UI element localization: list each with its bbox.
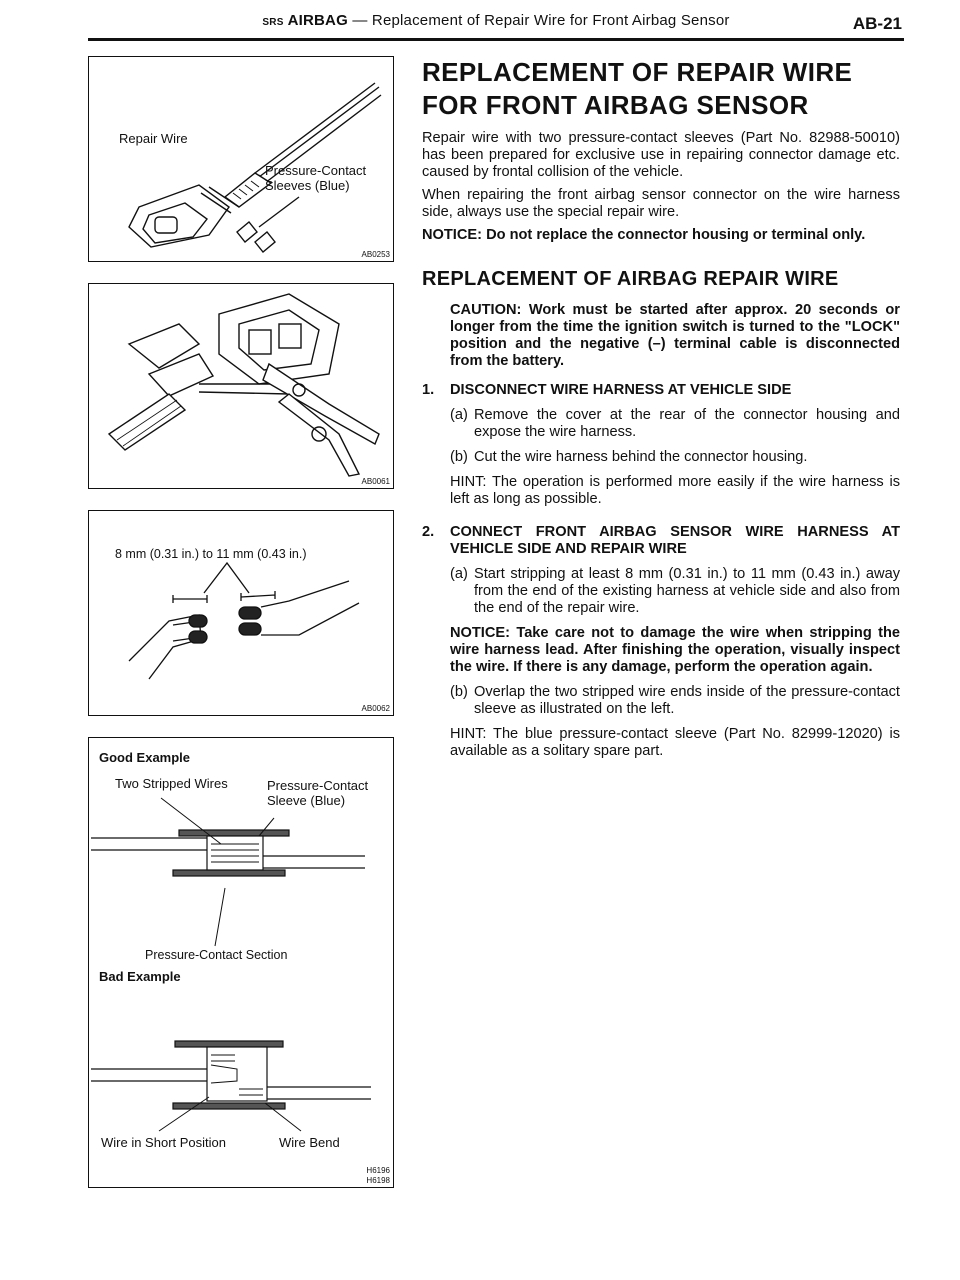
srs-mark: SRS: [262, 17, 284, 28]
step-2-title: CONNECT FRONT AIRBAG SENSOR WIRE HARNESS AT VEHICLE SIDE AND REPAIR WIRE: [450, 524, 900, 557]
intro-paragraph: Repair wire with two pressure-contact sleeves (Part No. 82988-50010) has been prepared for exclusive use in repairing connector damage etc. caused by frontal collision of the vehicle.: [422, 130, 900, 180]
repair-wire-illustration: [89, 57, 392, 260]
strip-length-illustration: [89, 511, 392, 714]
step-1b: [450, 449, 900, 466]
caution-text: Work must be started after approx. 20 seconds or longer from the time the ignition switch is turned to the "LOCK" position and the negative (–) terminal cable is disconnected from the battery.: [450, 302, 900, 369]
label-wire-bend: Wire Bend: [279, 1135, 340, 1150]
hint-2-text: The blue pressure-contact sleeve (Part No. 82999-12020) is available as a solitary spare part.: [450, 726, 900, 759]
header-title: [88, 12, 904, 29]
step-1b-label: (b): [450, 449, 468, 465]
page-number: AB-21: [852, 14, 902, 33]
notice-2-label: NOTICE:: [450, 625, 510, 641]
hint-2-label: HINT:: [450, 726, 487, 742]
step-2a: [450, 566, 900, 617]
header-title-main: AIRBAG: [287, 12, 348, 29]
hint-2: [450, 726, 900, 760]
notice-1: [422, 227, 900, 244]
hint-1-label: HINT:: [450, 474, 487, 490]
caution: [450, 302, 900, 370]
page-header: [88, 4, 904, 41]
step-1: [422, 382, 900, 399]
section-title: REPLACEMENT OF AIRBAG REPAIR WIRE: [422, 268, 839, 290]
step-1a: [450, 407, 900, 441]
label-bad-example: Bad Example: [99, 969, 181, 984]
notice-1-text: Do not replace the connector housing or terminal only.: [486, 227, 866, 243]
figure-code: AB0253: [361, 250, 390, 259]
hint-1: [450, 474, 900, 508]
intro-paragraph-2: When repairing the front airbag sensor connector on the wire harness side, always use the special repair wire.: [422, 187, 900, 220]
label-strip-range: 8 mm (0.31 in.) to 11 mm (0.43 in.): [115, 547, 307, 561]
label-sleeve-line2: Sleeve (Blue): [267, 793, 346, 808]
step-2b: [450, 684, 900, 718]
step-2-number: 2.: [422, 524, 435, 540]
caution-label: CAUTION:: [450, 302, 522, 318]
label-good-example: Good Example: [99, 750, 191, 765]
step-1a-label: (a): [450, 407, 468, 423]
step-1a-text: Remove the cover at the rear of the connector housing and expose the wire harness.: [474, 407, 900, 440]
figure-examples: [88, 737, 394, 987]
notice-1-label: NOTICE:: [422, 227, 482, 243]
step-1-title: DISCONNECT WIRE HARNESS AT VEHICLE SIDE: [450, 382, 792, 398]
figure-pliers: [88, 283, 394, 489]
bad-example-illustration: [89, 985, 392, 1185]
label-sleeve-line1: Pressure-Contact: [267, 778, 369, 793]
notice-2-text: Take care not to damage the wire when stripping the wire harness lead. After finishing the operation, visually inspect the wire. If there is any damage, perform the operation again.: [450, 625, 900, 675]
text-column: [422, 56, 900, 760]
label-wire-short-position: Wire in Short Position: [101, 1135, 226, 1150]
step-2: [422, 524, 900, 558]
pliers-illustration: [89, 284, 392, 487]
step-1-number: 1.: [422, 382, 435, 398]
figure-repair-wire: [88, 56, 394, 262]
label-pressure-contact-section: Pressure-Contact Section: [145, 948, 288, 962]
label-repair-wire: Repair Wire: [119, 131, 188, 146]
main-title-line1: REPLACEMENT OF REPAIR WIRE: [422, 57, 853, 87]
header-subtitle: — Replacement of Repair Wire for Front Airbag Sensor: [352, 12, 730, 29]
step-2b-label: (b): [450, 684, 468, 700]
step-2b-text: Overlap the two stripped wire ends inside of the pressure-contact sleeve as illustrated on the left.: [474, 684, 900, 717]
step-2a-label: (a): [450, 566, 468, 582]
label-sleeves-line1: Pressure-Contact: [265, 163, 367, 178]
step-1b-text: Cut the wire harness behind the connector housing.: [474, 449, 808, 465]
figure-bad-example: [88, 969, 394, 1188]
figure-code: AB0061: [361, 477, 390, 486]
label-sleeves-line2: Sleeves (Blue): [265, 178, 350, 193]
step-2a-text: Start stripping at least 8 mm (0.31 in.) to 11 mm (0.43 in.) away from the end of the existing harness at vehicle side and also from the end of the repair wire.: [474, 566, 900, 616]
hint-1-text: The operation is performed more easily if the wire harness is left as long as possible.: [450, 474, 900, 507]
figure-code-1: H6196: [366, 1166, 390, 1175]
main-title-line2: FOR FRONT AIRBAG SENSOR: [422, 90, 809, 120]
figure-code-2: H6198: [366, 1176, 390, 1185]
figure-strip-length: [88, 510, 394, 716]
notice-2: [450, 625, 900, 676]
figure-code: AB0062: [361, 704, 390, 713]
label-two-stripped-wires: Two Stripped Wires: [115, 776, 228, 791]
